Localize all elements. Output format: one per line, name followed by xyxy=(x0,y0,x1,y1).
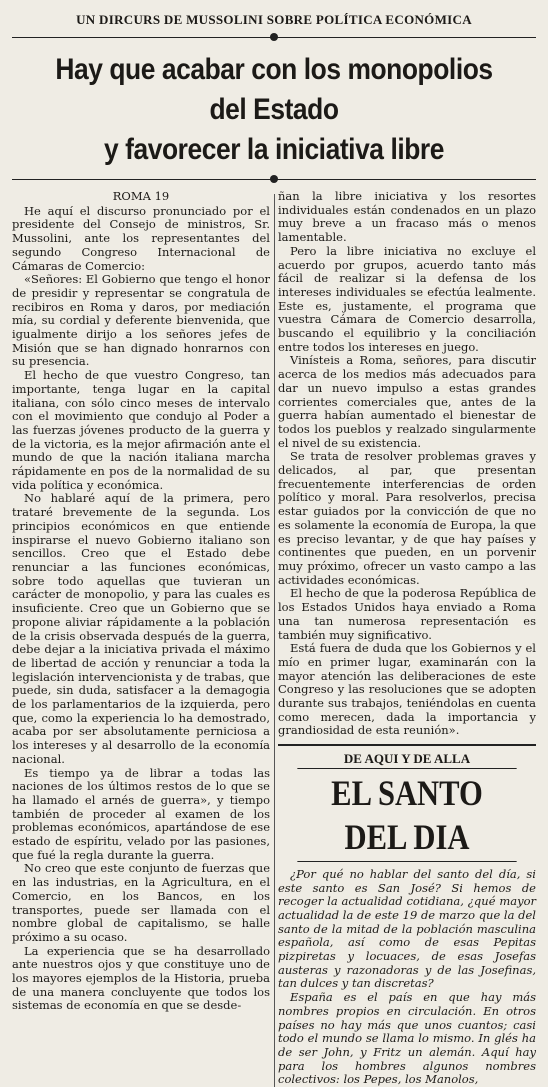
section-paragraph-1: ¿Por qué no hablar del santo del día, si este santo es San José? Si hemos de recoger la actualidad cotidiana, ¿qué mayor actualidad la de este 19 de marzo que la del santo de la mitad de la población masculina española, así como de esas Pepitas pizpiretas y locuaces, de esas Josefas austeras y razonadoras y de las Josefinas, tan dulces y tan discretas? xyxy=(278,866,536,991)
left-paragraph-3: El hecho de que vuestro Congreso, tan importante, tenga lugar en la capital italiana, con sólo cinco meses de intervalo con el movimiento que condujo al Poder a las fuerzas jóvenes producto de la guerra y de la victoria, es la mejor afirmación ante el mundo de que la nación italiana marcha rápidamente en pos de la normalidad de su vida política y económica. xyxy=(12,368,270,492)
kicker: UN DIRCURS DE MUSSOLINI SOBRE POLÍTICA ECONÓMICA xyxy=(76,12,472,27)
left-paragraph-6: No creo que este conjunto de fuerzas que en las industrias, en la Agricultura, en el Comercio, en los Bancos, en los transportes, puede ser llamada con el nombre global de capitalismo, se halle próximo a su ocaso. xyxy=(12,861,270,944)
section-body xyxy=(278,868,536,1087)
left-paragraph-1: He aquí el discurso pronunciado por el presidente del Consejo de ministros, Sr. Mussolini, ante los representantes del segundo Congreso Internacional de Cámaras de Comercio: xyxy=(12,203,270,273)
headline xyxy=(43,50,504,170)
left-paragraph-2: «Señores: El Gobierno que tengo el honor de presidir y representar se congratula de recibiros en Roma y daros, por mediación mía, su cordial y deferente bienvenida, que igualmente dirijo a los señores jefes de Misión que se han dignado honrarnos con su presencia. xyxy=(12,272,270,369)
article-columns xyxy=(12,190,536,1087)
section-label: DE AQUI Y DE ALLA xyxy=(343,751,471,767)
right-paragraph-5: El hecho de que la poderosa República de los Estados Unidos haya enviado a Roma una tan numerosa representación es también muy significativo. xyxy=(278,586,536,642)
headline-line-2: y favorecer la iniciativa libre xyxy=(103,133,445,166)
left-paragraph-4: No hablaré aquí de la primera, pero trataré brevemente de la segunda. Los principios económicos en que entiende inspirarse el nuevo Gobierno italiano son sencillos. Creo que el Estado debe renunciar a las funciones económicas, sobre todo aquellas que tuvieran un carácter de monopolio, y para las cuales es insuficiente. Creo que un Gobierno que se propone aliviar rápidamente a la población de la crisis observada después de la guerra, debe dejar a la iniciativa privada el máximo de libertad de acción y renunciar a toda la legislación intervencionista y de trabas, que puede, sin duda, satisfacer a la demagogia de los parlamentarios de la izquierda, pero que, como la experiencia lo ha demostrado, acaba por ser absolutamente perniciosa a los intereses y al desarrollo de la economía nacional. xyxy=(12,491,270,766)
right-paragraph-3: Vinísteis a Roma, señores, para discutir acerca de los medios más adecuados para dar un nuevo impulso a estas grandes corrientes comerciales que, antes de la guerra habían aumentado el bienestar de todos los pueblos y realzado singularmente el nivel de su existencia. xyxy=(278,353,536,450)
right-paragraph-1: ñan la libre iniciativa y los resortes individuales están condenados en un plazo muy breve a un fracaso más o menos lamentable. xyxy=(278,189,536,245)
headline-ornament-rule xyxy=(12,174,536,186)
right-paragraph-6: Está fuera de duda que los Gobiernos y el mío en primer lugar, examinarán con la mayor atención las deliberaciones de este Congreso y las resoluciones que se adopten durante sus trabajos, teniéndolas en cuenta como merecen, dada la importancia y grandiosidad de esta reunión». xyxy=(278,641,536,738)
column-divider xyxy=(274,194,275,1087)
section-title: EL SANTO DEL DIA xyxy=(297,768,516,862)
left-paragraph-5: Es tiempo ya de librar a todas las naciones de los últimos restos de lo que se ha llamado el arnés de guerra», y tiempo también de proceder al examen de los problemas económicos, apartándose de ese estado de espíritu, velado por las pasiones, que fué la regla durante la guerra. xyxy=(12,765,270,862)
left-column xyxy=(12,190,270,1087)
left-paragraph-7: La experiencia que se ha desarrollado ante nuestros ojos y que constituye uno de los mayores ejemplos de la Historia, prueba de una manera concluyente que todos los sistemas de economía en que se desde- xyxy=(12,943,270,1013)
section-paragraph-2: España es el país en que hay más nombres propios en circulación. En otros países no hay más que unos cuantos; casi todo el mundo se llama lo mismo. In glés ha de ser John, y Fritz un alemán. Aquí hay para los hombres algunos nombres colectivos: los Pepes, los Manolos, xyxy=(278,990,536,1087)
right-paragraph-2: Pero la libre iniciativa no excluye el acuerdo por grupos, acuerdo tanto más fácil de realizar si la defensa de los intereses individuales se efectúa lealmente. Este es, justamente, el programa que vuestra Cámara de Comercio desarrolla, buscando el equilibrio y la conciliación entre todos los intereses en juego. xyxy=(278,243,536,354)
dateline: ROMA 19 xyxy=(112,189,170,203)
right-column xyxy=(278,190,536,1087)
top-ornament-rule xyxy=(12,32,536,44)
santo-section xyxy=(278,744,536,1087)
right-paragraph-4: Se trata de resolver problemas graves y delicados, al par, que presentan frecuentemente interferencias de orden político y moral. Para resolverlos, precisa estar guiados por la convicción de que no es solamente la economía de Europa, la que es preciso levantar, y de que hay países y continentes que pueden, en un porvenir muy próximo, ofrecer un vasto campo a las actividades económicas. xyxy=(278,449,536,587)
headline-line-1: Hay que acabar con los monopolios del Estado xyxy=(55,53,493,126)
